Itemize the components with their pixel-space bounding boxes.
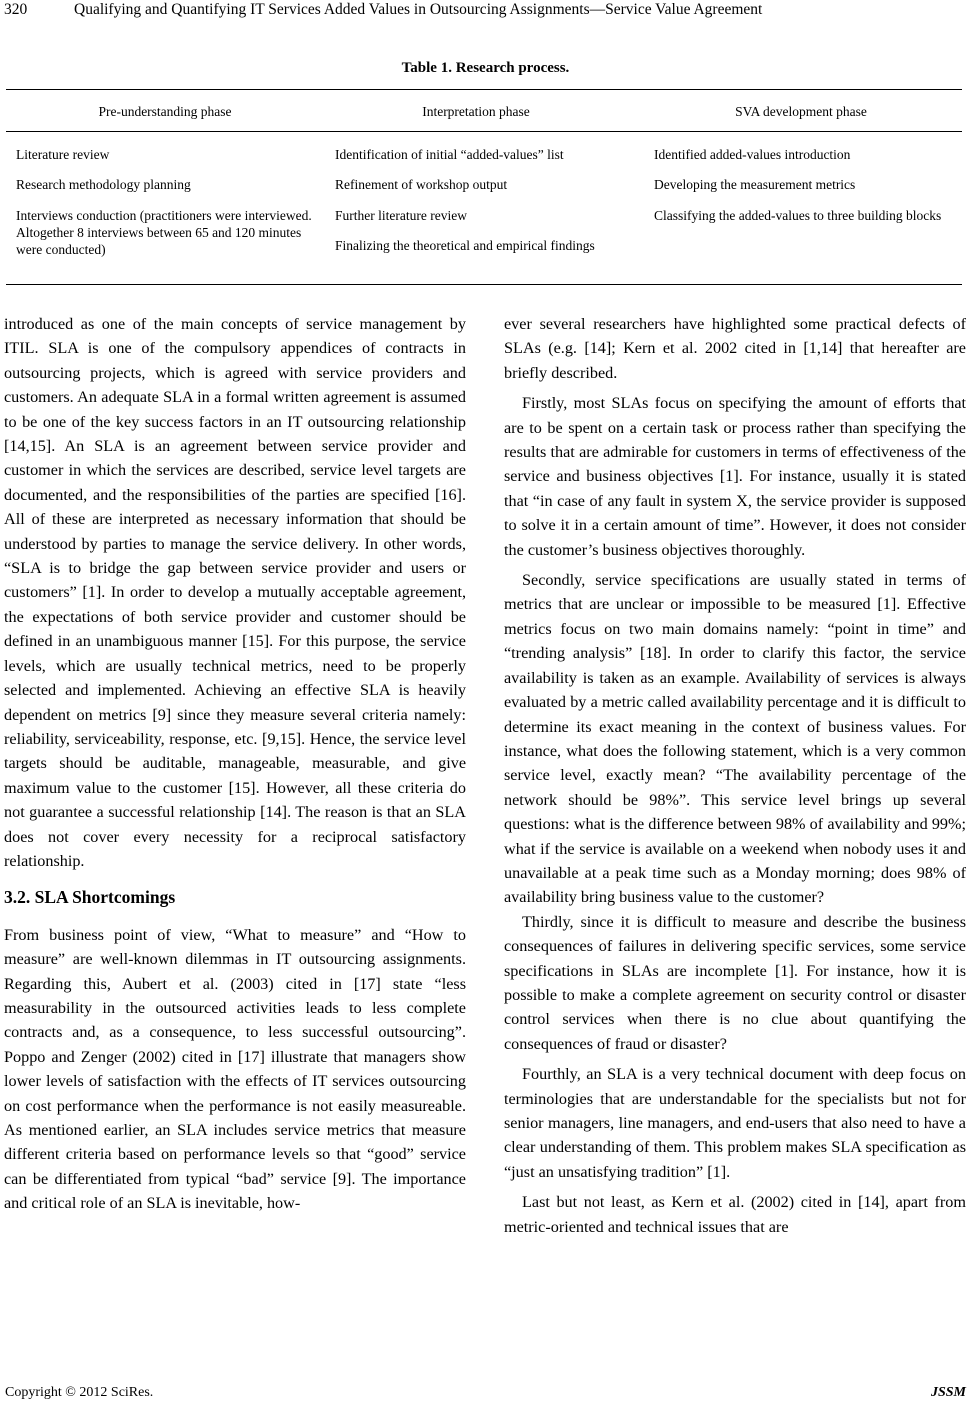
table-cell: Finalizing the theoretical and empirical findings [335,238,595,253]
body-paragraph: introduced as one of the main concepts of service management by ITIL. SLA is one of the compulsory appendices of contracts in outsourcing projects, which is agreed with service providers and customers. An adequate SLA in a formal written agreement is assumed to be one of the key success factors in an IT outsourcing relationship [14,15]. An SLA is an agreement between service provider and customer in which the services are described, service level targets are documented, and the responsibilities of the parties are specified [16]. All of these are interpreted as necessary information that should be understood by parties to manage the service delivery. In other words, “SLA is to bridge the gap between service provider and users or customers” [1]. In order to develop a mutually acceptable agreement, the expectations of both service provider and customer should be defined in an unambiguous manner [15]. For this purpose, the service levels, which are usually technical metrics, need to be properly selected and implemented. Achieving an effective SLA is heavily dependent on metrics [9] since they measure several criteria namely: reliability, serviceability, response, etc. [9,15]. Hence, the service level targets should be auditable, manageable, measurable, and give maximum value to the customer [15]. However, all these criteria do not guarantee a successful relationship [14]. The reason is that an SLA does not cover every necessity for a reciprocal satisfactory relationship. [4,315,466,870]
table-top-rule [6,89,962,90]
left-column [4,312,466,1216]
table-cell: Identified added-values introduction [654,147,851,162]
body-paragraph: From business point of view, “What to measure” and “How to measure” are well-known dilemmas in IT outsourcing assignments. Regarding this, Aubert et al. (2003) cited in [17] state “less measurability in the outsourced activities leads to less complete contracts and, as a consequence, to less successful outsourcing”. Poppo and Zenger (2002) cited in [17] illustrate that managers show lower levels of satisfaction with the effects of IT services outsourcing on cost performance when the performance is not easily measureable. As mentioned earlier, an SLA includes service metrics that measure different criteria based on performance levels so that “good” service can be differentiated from typical “bad” service [9]. The importance and critical role of an SLA is inevitable, how- [4,925,466,1213]
table-cell: Developing the measurement metrics [654,177,856,192]
body-paragraph: ever several researchers have highlighted some practical defects of SLAs (e.g. [14]; Kern et al. 2002 cited in [1,14] that hereafter are briefly described. [504,315,966,382]
right-column [504,312,966,1239]
table-caption: Table 1. Research process. [401,60,570,76]
running-header [0,0,971,24]
body-paragraph: Secondly, service specifications are usually stated in terms of metrics that are unclear or impossible to be measured [1]. Effective metrics focus on two main domains namely: “point in time” and “trending analysis” [18]. In order to clarify this factor, the service availability is taken as an example. Availability of services is always evaluated by a metric called availability percentage and it is difficult to determine its exact meaning in the context of business values. For instance, what does the following statement, which is a very common service level, exactly mean? “The availability percentage of the network should be 98%”. This service level brings up several questions: what is the difference between 98% of availability and 99%; what if the service is available on a weekend when nobody uses it and unavailable at a peak time such as a Monday morning; does 98% of availability bring business value to the customer? [504,571,966,907]
table-cell: Identification of initial “added-values” list [335,147,564,162]
table-bottom-rule [6,284,962,285]
table-cell: Classifying the added-values to three building blocks [654,208,942,223]
body-paragraph: Last but not least, as Kern et al. (2002) cited in [14], apart from metric-oriented and technical issues that are [504,1193,966,1236]
body-paragraph: Thirdly, since it is difficult to measure and describe the business consequences of failures in delivering specific services, some service specifications in SLAs are incomplete [1]. For instance, how it is possible to make a complete agreement on security control or disaster control services when there is no clue about quantifying the consequences of fraud or disaster? [504,912,966,1053]
table-header-interpretation: Interpretation phase [422,104,530,119]
section-heading: 3.2. SLA Shortcomings [4,887,176,908]
running-title: Qualifying and Quantifying IT Services Added Values in Outsourcing Assignments—Service Value Agreement [74,1,763,18]
copyright-notice: Copyright © 2012 SciRes. [5,1385,154,1400]
table-cell: Interviews conduction (practitioners were interviewed. Altogether 8 interviews between 65 and 120 minutes were conducted) [16,208,312,257]
table-header-rule [6,131,962,132]
page-number: 320 [4,1,28,18]
journal-abbreviation: JSSM [930,1385,966,1400]
table-header-pre-understanding: Pre-understanding phase [98,104,232,119]
table-header-sva-development: SVA development phase [735,104,867,119]
body-paragraph: Fourthly, an SLA is a very technical document with deep focus on terminologies that are understandable for the specialists but not for senior managers, line managers, and end-users that also need to have a clear understanding of them. This problem makes SLA specification as “just an unsatisfying tradition” [1]. [504,1065,966,1181]
body-paragraph: Firstly, most SLAs focus on specifying the amount of efforts that are to be spent on a certain task or process rather than specifying the results that are admirable for customers in terms of effectiveness of the service and business objectives [1]. For instance, usually it is stated that “in case of any fault in system X, the service provider is supposed to solve it in a certain amount of time”. However, it does not consider the customer’s business objectives thoroughly. [504,394,966,559]
table-cell: Refinement of workshop output [335,177,508,192]
table-cell: Literature review [16,147,110,162]
table-cell: Research methodology planning [16,177,191,192]
table-cell: Further literature review [335,208,467,223]
